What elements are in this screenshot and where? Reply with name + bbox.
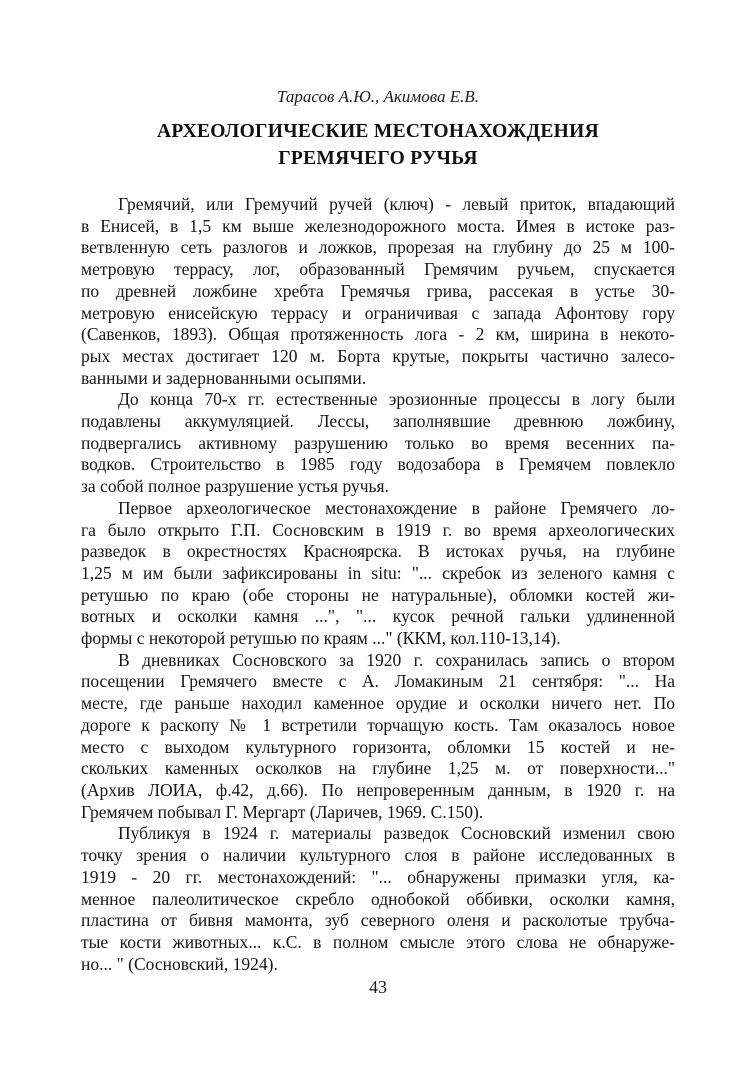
text-line: До конца 70-х гг. естественные эрозионные процессы в логу были bbox=[118, 389, 675, 410]
text-line: Публикуя в 1924 г. материалы разведок Сосновский изменил свою bbox=[118, 823, 675, 844]
paragraph bbox=[81, 194, 675, 389]
text-line: (Савенков, 1893). Общая протяженность лога - 2 км, ширина в некото- bbox=[81, 324, 675, 345]
text-line: в Енисей, в 1,5 км выше железнодорожного моста. Имея в истоке раз- bbox=[81, 215, 675, 236]
text-line: рых местах достигает 120 м. Борта крутые, покрыты частично залесо- bbox=[81, 345, 675, 366]
article-body bbox=[81, 194, 675, 975]
text-line: вотных и осколки камня ...", "... кусок речной гальки удлиненной bbox=[81, 606, 675, 627]
title-line-1: АРХЕОЛОГИЧЕСКИЕ МЕСТОНАХОЖДЕНИЯ bbox=[157, 121, 599, 142]
authors-line: Тарасов А.Ю., Акимова Е.В. bbox=[277, 87, 479, 106]
text-line: 1,25 м им были зафиксированы in situ: "... скребок из зеленого камня с bbox=[81, 562, 675, 583]
text-line: водков. Строительство в 1985 году водозабора в Гремячем повлекло bbox=[81, 454, 675, 475]
text-line: за собой полное разрушение устья ручья. bbox=[81, 476, 389, 497]
text-line: га было открыто Г.П. Сосновским в 1919 г. во время археологических bbox=[81, 519, 675, 540]
text-line: пластина от бивня мамонта, зуб северного оленя и расколотые трубча- bbox=[81, 910, 675, 931]
text-line: Первое археологическое местонахождение в районе Гремячего ло- bbox=[118, 497, 675, 518]
paragraph bbox=[81, 650, 675, 824]
text-line: метровую террасу, лог, образованный Гремячим ручьем, спускается bbox=[81, 259, 675, 280]
text-line: посещении Гремячего вместе с А. Ломакиным 21 сентября: "... На bbox=[81, 671, 675, 692]
text-line: В дневниках Сосновского за 1920 г. сохранилась запись о втором bbox=[118, 649, 675, 670]
text-line: Гремячем побывал Г. Мергарт (Ларичев, 1969. С.150). bbox=[81, 801, 484, 822]
text-line: ветвленную сеть разлогов и ложков, прорезая на глубину до 25 м 100- bbox=[81, 237, 675, 258]
text-line: формы с некоторой ретушью по краям ..." (ККМ, кол.110-13,14). bbox=[81, 628, 561, 649]
text-line: дороге к раскопу № 1 встретили торчащую кость. Там оказалось новое bbox=[81, 714, 675, 735]
paragraph bbox=[81, 389, 675, 498]
text-line: (Архив ЛОИА, ф.42, д.66). По непроверенным данным, в 1920 г. на bbox=[81, 779, 675, 800]
text-line: метровую енисейскую террасу и ограничивая с запада Афонтову гору bbox=[81, 302, 675, 323]
text-line: скольких каменных осколков на глубине 1,25 м. от поверхности..." bbox=[81, 758, 675, 779]
paragraph bbox=[81, 823, 675, 975]
text-line: тые кости животных... к.С. в полном смысле этого слова не обнаруже- bbox=[81, 931, 675, 952]
text-line: Гремячий, или Гремучий ручей (ключ) - левый приток, впадающий bbox=[118, 194, 675, 214]
page-number: 43 bbox=[369, 977, 387, 998]
text-line: точку зрения о наличии культурного слоя в районе исследованных в bbox=[81, 845, 675, 866]
paragraph bbox=[81, 498, 675, 650]
text-line: менное палеолитическое скребло однобокой оббивки, осколки камня, bbox=[81, 888, 675, 909]
text-line: по древней ложбине хребта Гремячья грива, рассекая в устье 30- bbox=[81, 280, 675, 301]
text-line: ретушью по краю (обе стороны не натуральные), обломки костей жи- bbox=[81, 584, 675, 605]
text-line: месте, где раньше находил каменное орудие и осколки ничего нет. По bbox=[81, 693, 675, 714]
text-line: место с выходом культурного горизонта, обломки 15 костей и не- bbox=[81, 736, 675, 757]
text-line: 1919 - 20 гг. местонахождений: "... обнаружены примазки угля, ка- bbox=[81, 866, 675, 887]
article-title bbox=[0, 118, 756, 172]
title-line-2: ГРЕМЯЧЕГО РУЧЬЯ bbox=[278, 148, 478, 169]
text-line: подавлены аккумуляцией. Лессы, заполнявшие древнюю ложбину, bbox=[81, 411, 675, 432]
text-line: разведок в окрестностях Красноярска. В истоках ручья, на глубине bbox=[81, 541, 675, 562]
text-line: подвергались активному разрушению только во время весенних па- bbox=[81, 432, 675, 453]
text-line: ванными и задернованными осыпями. bbox=[81, 367, 367, 388]
text-line: но... " (Сосновский, 1924). bbox=[81, 953, 278, 974]
